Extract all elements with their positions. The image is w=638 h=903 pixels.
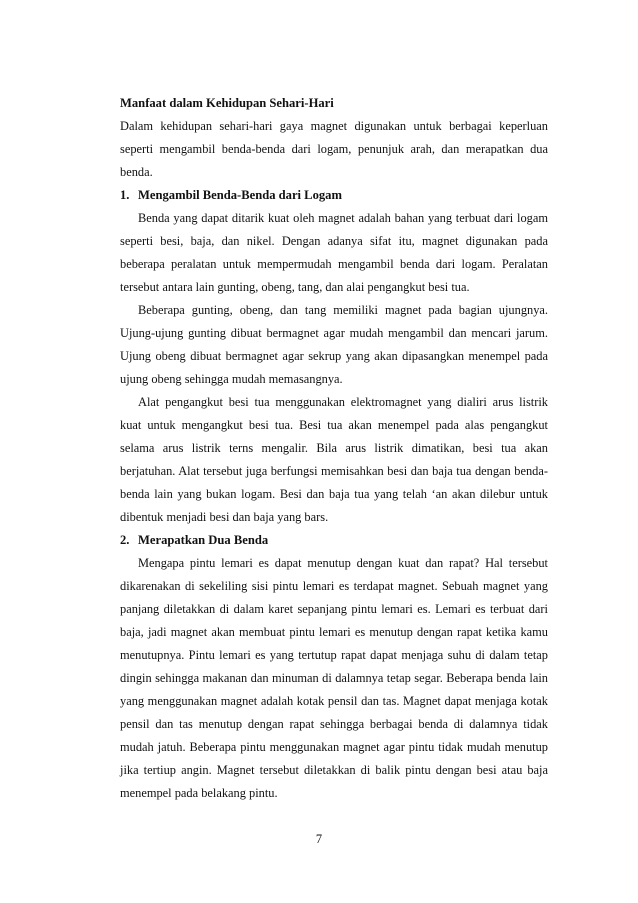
page-number: 7 [315, 832, 323, 846]
section-1-number: 1. [120, 188, 130, 202]
section-2-heading [120, 529, 548, 552]
intro-paragraph: Dalam kehidupan sehari-hari gaya magnet digunakan untuk berbagai keperluan seperti mengambil benda-benda dari logam, penunjuk arah, dan merapatkan dua benda. [120, 119, 548, 179]
section-1-paragraph: Alat pengangkut besi tua menggunakan elektromagnet yang dialiri arus listrik kuat untuk mengangkut besi tua. Besi tua akan menempel pada alas pengangkut selama arus listrik terns mengalir. Bila arus listrik dimatikan, besi tua akan berjatuhan. Alat tersebut juga berfungsi memisahkan besi dan baja tua dengan benda-benda lain yang bukan logam. Besi dan baja tua yang telah ‘an akan dilebur untuk dibentuk menjadi besi dan baja yang bars. [120, 395, 548, 524]
section-2-number: 2. [120, 533, 130, 547]
section-2-title: Merapatkan Dua Benda [138, 533, 269, 547]
section-2-paragraph: Mengapa pintu lemari es dapat menutup dengan kuat dan rapat? Hal tersebut dikarenakan di sekeliling sisi pintu lemari es terdapat magnet. Sebuah magnet yang panjang diletakkan di dalam karet sepanjang pintu lemari es. Lemari es terbuat dari baja, jadi magnet akan membuat pintu lemari es menutup dengan rapat ketika kamu menutupnya. Pintu lemari es yang tertutup rapat dapat menjaga suhu di dalam tetap dingin sehingga makanan dan minuman di dalamnya tetap segar. Beberapa benda lain yang menggunakan magnet adalah kotak pensil dan tas. Magnet dapat menjaga kotak pensil dan tas menutup dengan rapat sehingga berbagai benda di dalamnya tidak mudah jatuh. Beberapa pintu menggunakan magnet agar pintu tidak mudah menutup jika tertiup angin. Magnet tersebut diletakkan di balik pintu dengan besi atau baja menempel pada belakang pintu. [120, 556, 548, 800]
page-title: Manfaat dalam Kehidupan Sehari-Hari [120, 96, 334, 110]
section-1-paragraph: Beberapa gunting, obeng, dan tang memiliki magnet pada bagian ujungnya. Ujung-ujung gunting dibuat bermagnet agar mudah mengambil dan mencari jarum. Ujung obeng dibuat bermagnet agar sekrup yang akan dipasangkan menempel pada ujung obeng sehingga mudah memasangnya. [120, 303, 548, 386]
section-1-paragraph: Benda yang dapat ditarik kuat oleh magnet adalah bahan yang terbuat dari logam seperti besi, baja, dan nikel. Dengan adanya sifat itu, magnet digunakan pada beberapa peralatan untuk mempermudah mengambil benda dari logam. Peralatan tersebut antara lain gunting, obeng, tang, dan alai pengangkut besi tua. [120, 211, 548, 294]
section-1-heading [120, 184, 548, 207]
section-1-title: Mengambil Benda-Benda dari Logam [138, 188, 342, 202]
document-body [120, 92, 548, 805]
